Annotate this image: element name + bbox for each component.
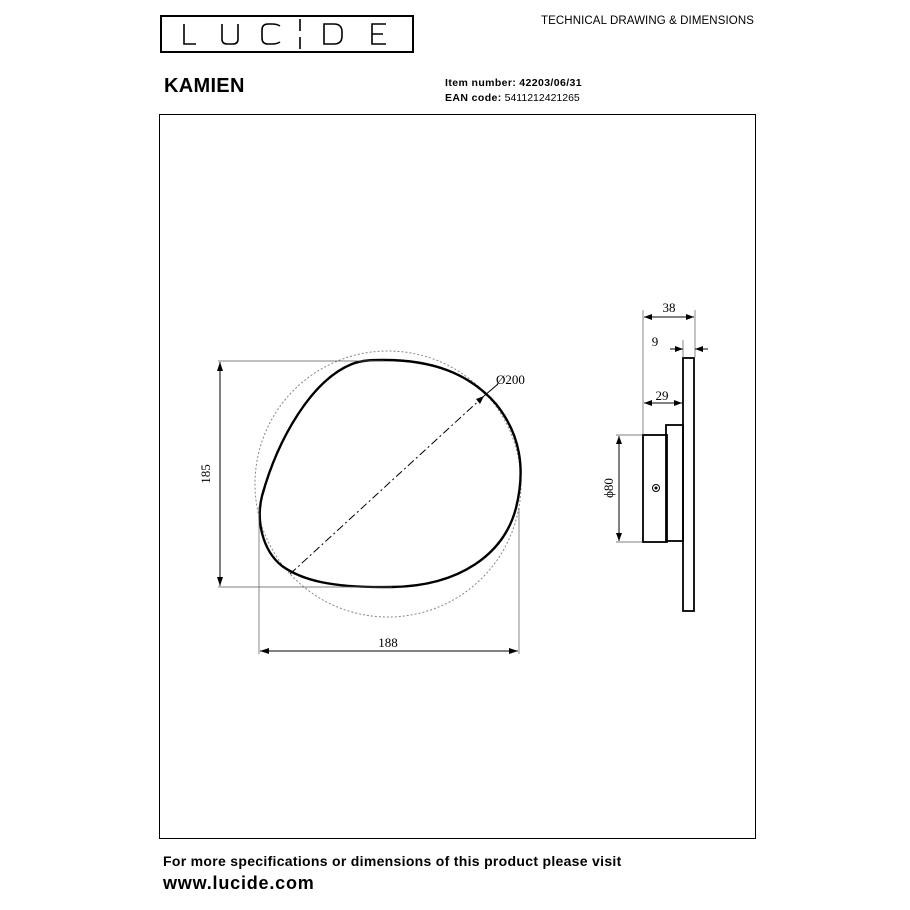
ean-value: 5411212421265	[504, 92, 580, 104]
product-name: KAMIEN	[164, 75, 245, 97]
side-view-spacer	[666, 425, 683, 541]
diameter-arrow	[476, 396, 484, 404]
item-number-value: 42203/06/31	[519, 77, 583, 89]
width-dim-label: 188	[378, 635, 398, 650]
height-arrow-top	[217, 362, 223, 371]
footer-info: For more specifications or dimensions of this product please visit	[163, 853, 622, 869]
item-number-label: Item number:	[445, 77, 517, 89]
plate-dim-label: 9	[651, 334, 659, 349]
mount-dim-label: 29	[655, 388, 669, 403]
height-arrow-bottom	[217, 577, 223, 586]
footer-url-link[interactable]: www.lucide.com	[163, 873, 315, 893]
document-type: TECHNICAL DRAWING & DIMENSIONS	[541, 15, 754, 27]
width-arrow-left	[260, 648, 269, 654]
height-dim-label: 185	[198, 464, 213, 484]
diameter-line	[290, 396, 484, 574]
side-view-plate	[683, 358, 694, 611]
ean-label: EAN code:	[445, 92, 502, 104]
mount-diameter-label: ϕ80	[601, 478, 616, 498]
diameter-dim-label: Ø200	[496, 372, 525, 387]
width-arrow-right	[509, 648, 518, 654]
depth-dim-label: 38	[662, 300, 676, 315]
pebble-front-view	[260, 360, 521, 587]
